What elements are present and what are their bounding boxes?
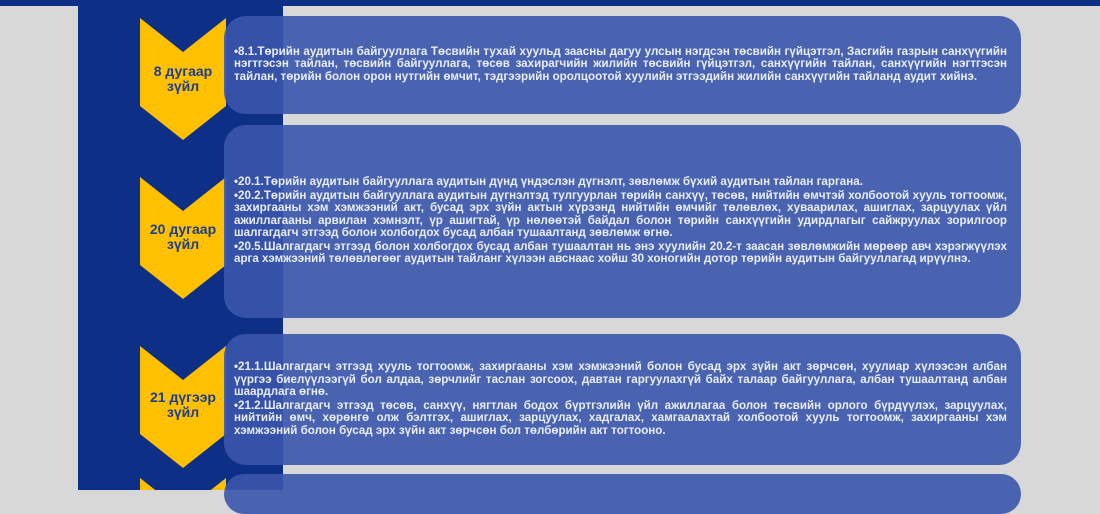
chevron-label (140, 222, 226, 252)
chevron-article-21 (140, 346, 226, 468)
article-8-box (224, 16, 1021, 114)
article-20-box (224, 125, 1021, 318)
chevron-label-line2: зүйл (166, 78, 200, 94)
article-item: •21.1.Шалгагдагч этгээд хууль тогтоомж, захиргааны хэм хэмжээний болон бусад эрх зүйн акт зөрчсөн, хуулиар хүлээсэн албан үүргээ биелүүлээгүй бол алдаа, зөрчлийг таслан зогсоох, давтан гаргуулахгүй байх талаар байгууллага, албан тушаалтанд албан шаардлага өгнө. (234, 360, 1007, 398)
chevron-next-partial (140, 478, 226, 490)
article-item: •20.2.Төрийн аудитын байгууллага аудитын дүгнэлтэд тулгуурлан төрийн санхүү, төсөв, нийтийн өмчтэй холбоотой хууль тогтоомж, захиргааны хэм хэмжээний акт, бусад эрх зүйн актын хүрээнд нийтийн өмчийг төлөвлөх, хуваарилах, ашиглах, зарцуулах үйл ажиллагааны арвилан хэмнэлт, үр ашигтай, үр нөлөөтэй байдал болон төрийн санхүүгийн удирдлагыг сайжруулах зорилгоор шалгагдагч этгээд болон холбогдох бусад албан тушаалтанд зөвлөмж өгнө. (234, 188, 1007, 240)
chevron-label-line1: 8 дугаар (153, 63, 213, 79)
chevron-article-8 (140, 18, 226, 140)
chevron-label-line1: 20 дугаар (149, 221, 217, 237)
article-item: •20.1.Төрийн аудитын байгууллага аудитын дүнд үндэслэн дүгнэлт, зөвлөмж бүхий аудитын тайлан гаргана. (234, 175, 863, 189)
chevron-label-line2: зүйл (166, 404, 200, 420)
chevron-article-20 (140, 177, 226, 299)
article-item: •20.5.Шалгагдагч этгээд болон холбогдох бусад албан тушаалтан нь энэ хуулийн 20.2-т заасан зөвлөмжийн мөрөөр авч хэрэгжүүлэх арга хэмжээний төлөвлөгөөг аудитын тайланг хүлээн авснаас хойш 30 хоногийн дотор төрийн аудитын байгууллагад ирүүлнэ. (234, 239, 1007, 266)
article-item: •8.1.Төрийн аудитын байгууллага Төсвийн тухай хуульд заасны дагуу улсын нэгдсэн төсвийн гүйцэтгэл, Засгийн газрын санхүүгийн нэгтгэсэн тайлан, төсвийн байгууллага, төсөв захирагчийн жилийн төсвийн гүйцэтгэл, санхүүгийн тайлан, санхүүгийн нэгтгэсэн тайлан, төрийн болон орон нутгийн өмчит, тэдгээрийн оролцоотой хуулийн этгээдийн жилийн санхүүгийн тайланд аудит хийнэ. (234, 44, 1007, 83)
chevron-label-line2: зүйл (166, 236, 200, 252)
article-21-box (224, 334, 1021, 465)
chevron-down-icon (140, 478, 226, 490)
chevron-label (140, 390, 226, 420)
chevron-label (140, 64, 226, 94)
article-item: •21.2.Шалгагдагч этгээд төсөв, санхүү, нягтлан бодох бүртгэлийн үйл ажиллагаа болон төсвийн орлого бүрдүүлэх, зарцуулах, нийтийн өмч, хөрөнгө олж бэлтгэх, ашиглах, зарцуулах, хадгалах, хамгаалахтай холбоотой хууль тогтоомж, захиргааны хэм хэмжээний болон бусад эрх зүйн акт зөрчсөн бол төлбөрийн акт тогтооно. (234, 398, 1007, 437)
chevron-label-line1: 21 дүгээр (150, 389, 216, 405)
next-box-partial (224, 474, 1021, 514)
